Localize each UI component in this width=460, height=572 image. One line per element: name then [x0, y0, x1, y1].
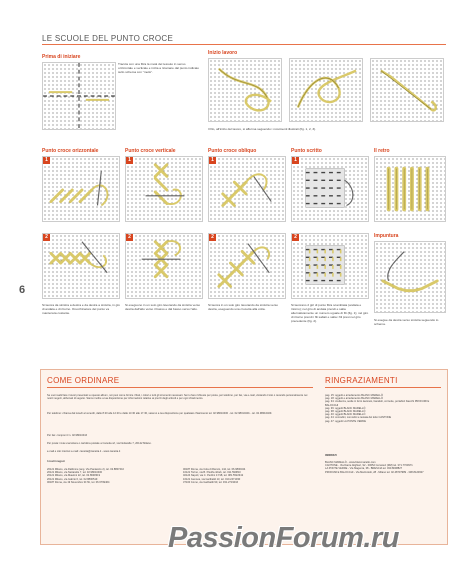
- shop-item: 10121 Torino, via B. Pisolfa 42/eb, tel. 011.590810: [183, 471, 241, 475]
- shop-item: 40124 Napoli, via C. Pedrini 17/18, tel. 081.5522342: [183, 474, 244, 478]
- section-title-imp: Impuntura: [374, 233, 399, 239]
- thanks-item: pag. 34: credenza, sedie in ferro lavorato, barattoli, cornette, portafiori bianchi PROFUMI E BALOCCHI: [325, 400, 430, 407]
- diagram-scritto-2: [291, 233, 369, 299]
- address-item: CANTONE - Via Dante Alighieri, 92 - 00052 Cerveteri (RM) tel. 371.7700971: [325, 464, 413, 468]
- ordering-phone: Per telefono: chiama dal lunedì al venerdì, dalle 8.30 alle 12.30 e dalle 13.30 alle 17.30, saremo a tua disposizione per qualsiasi chiarimento tel. 02.98010400 - tel. 02.98010401 - tel. 02.98010409.: [47, 412, 273, 415]
- shop-item: 16121 Genova, via Garibaldi 13, tel. 010.2471030: [183, 477, 241, 481]
- ordering-title: COME ORDINARE: [47, 376, 120, 385]
- shops-title: I nostri negozi: [47, 460, 65, 463]
- section-title-scritto: Punto scritto: [291, 148, 322, 154]
- ordering-email[interactable]: e-mail e sito internet e-mail: canetta@canetta.it - www.canetta.it: [47, 450, 121, 453]
- thanks-item: pag. 36: oggetti BLANC MARELLÒ: [325, 406, 366, 410]
- thanks-item: pag. 44: comodini, comodini e testata del letto CANTONE: [325, 416, 392, 420]
- addresses-list: [325, 461, 443, 474]
- ordering-intro: Se vuoi realizzare i lavori presentati su questo album, noi puoi come fornire i filati, i colori e tutti gli strumenti necessari. Sei tu fare richieste per posta, per telefono, per fax, via e-mail, visitando il sito o recando personalmente nei nostri negozi, abbonati di seguito. Siamo inoltre a tua disposizione per informazioni relative ai prezzi degli articoli e per ogni chiarimento.: [47, 394, 308, 401]
- ordering-fax: Per fax: componi il n. 02.98010416: [47, 434, 88, 437]
- section-title-prima: Prima di iniziare: [42, 54, 81, 60]
- caption-prima: Traccia con una filza la metà del tessuto in senso orizzontale e verticale e inizia a ricamare dal punto indicato sullo schema con "metà".: [118, 62, 199, 74]
- thanks-title: RINGRAZIAMENTI: [325, 376, 398, 385]
- section-title-inizio: Inizio lavoro: [208, 50, 238, 56]
- address-item: BLANC MARELLÒ - www.blancmarello.com: [325, 461, 376, 464]
- thanks-rule: [325, 387, 441, 388]
- shop-item: 20121 Milano, via Mauloni 22, tel. 02.8648319: [47, 474, 101, 478]
- section-title-verticale: Punto croce verticale: [125, 148, 176, 154]
- thanks-item: pag. 15: oggetti e arredamento BLANC MARELLÒ: [325, 394, 383, 397]
- shops-col-1: [47, 468, 179, 484]
- caption-inizio: Il filo, all'inizio del lavoro, si afferma seguendo i movimenti illustrati (fig. 1, 2, 3).: [208, 127, 317, 131]
- step-number: 2: [209, 234, 216, 241]
- stitch-illustration: [43, 63, 115, 129]
- step-number: 2: [292, 234, 299, 241]
- diagram-scritto-1: [291, 156, 369, 222]
- thanks-item: pag. 38: oggetti BLANC MARELLÒ: [325, 410, 366, 414]
- caption-obliquo: Si lavora in un solo giro lavorando da sinistra verso destra, eseguendo una crocetta alla volta.: [208, 303, 278, 311]
- shop-item: 20121 Milano, via Dalfonne (ang. Via Pantaccio 2), tel. 02.8807410: [47, 468, 124, 471]
- shop-item: 37100 Como, via Garibaldi 90, tel. 031.2719016: [183, 480, 239, 484]
- title-rule: [42, 44, 446, 45]
- step-number: 1: [209, 157, 216, 164]
- diagram-retro: [374, 156, 446, 222]
- diagram-orizzontale-2: [42, 233, 120, 299]
- section-title-retro: Il retro: [374, 148, 390, 154]
- caption-orizzontale: Si lavora da sinistra a destra e da destra a sinistra, in giù di andata e di ritorno. Orecchinatore del punto va mantenuta costante.: [42, 303, 120, 315]
- thanks-list: [325, 394, 443, 423]
- shop-item: 00187 Roma, via Cola di Rienzo, 144, tel. 06.6800434: [183, 468, 246, 471]
- shop-item: 20121 Milano, via Nettarelle 7, tel. 02.98010400: [47, 471, 103, 475]
- diagram-obliquo-1: [208, 156, 286, 222]
- page-title: LE SCUOLE DEL PUNTO CROCE: [42, 34, 174, 43]
- shops-col-2: [183, 468, 315, 484]
- thanks-item: pag. 47: oggetti LA PONTE VERDE: [325, 419, 366, 423]
- shop-item: 00187 Roma, via 19 Novembre 317/b, tel. 06.6799464: [47, 480, 110, 484]
- diagram-verticale-2: [125, 233, 203, 299]
- section-title-obliquo: Punto croce obliquo: [208, 148, 257, 154]
- diagram-orizzontale-1: [42, 156, 120, 222]
- step-number: 2: [43, 234, 50, 241]
- caption-impuntura: Si esegue da destra verso sinistra seguendo lo schema.: [374, 318, 439, 326]
- page-number: 6: [19, 284, 26, 296]
- thanks-item: pag. 18: oggetti e arredamento BLANC MARELLÒ: [325, 397, 383, 401]
- address-item: PROFUMI E BALOCCHI - Via Mazzoletti, 28 - Milano tel. 02.48707989 - 338.8120937: [325, 470, 424, 474]
- ordering-post: Per posta: invia una lettera o cartolina postale a Canetta srl, via Nettarelle 7, 20122 Milano.: [47, 442, 152, 445]
- thanks-item: pag. 40: oggetti BLANC MARELLÒ: [325, 413, 366, 417]
- address-item: LA PONTE VERDE - Via Magenta, 38 - BRESCIA tel. 030.8008827: [325, 467, 403, 471]
- diagram-obliquo-2: [208, 233, 286, 299]
- diagram-verticale-1: [125, 156, 203, 222]
- step-number: 1: [292, 157, 299, 164]
- addresses-title: INDIRIZZI: [325, 454, 337, 457]
- watermark: PassionForum.ru: [168, 522, 399, 554]
- ordering-box: [40, 369, 448, 545]
- diagram-inizio-2: [289, 58, 363, 122]
- ordering-rule: [47, 387, 313, 388]
- diagram-inizio-1: [208, 58, 282, 122]
- step-number: 2: [126, 234, 133, 241]
- shop-item: 20121 Milano, via Gabrio 6, tel. 02.8800519: [47, 477, 98, 481]
- step-number: 1: [126, 157, 133, 164]
- diagram-prima: [42, 62, 116, 130]
- step-number: 1: [43, 157, 50, 164]
- caption-verticale: Si eseguono in un solo giro lavorando da sinistra verso destra dall'alto verso il basso e dal basso verso l'alto.: [125, 303, 201, 311]
- caption-scritto: Si lavorano 2 giri di punto filza scambiata (andata e ritorno); nel giro di andata prendi e salta alternativamente un numero uguale di fili (fig. 1); nel giro di ritorno prendi i fili saltati e salta i fili presi nel giro precedente (fig. 2).: [291, 303, 369, 323]
- diagram-impuntura: [374, 241, 446, 313]
- section-title-orizzontale: Punto croce orizzontale: [42, 148, 99, 154]
- diagram-inizio-3: [370, 58, 444, 122]
